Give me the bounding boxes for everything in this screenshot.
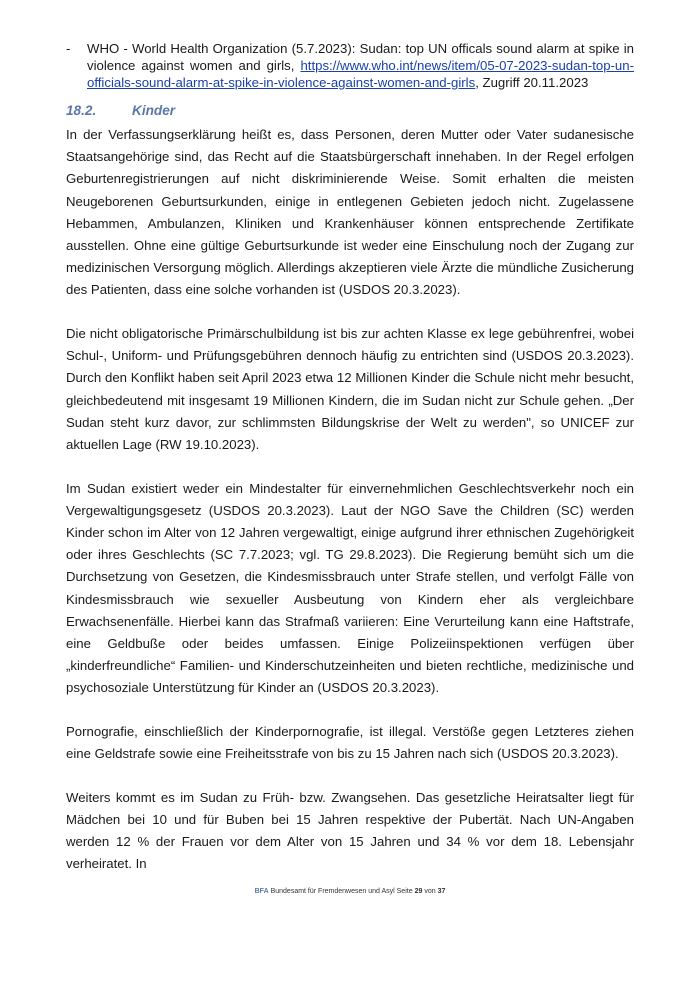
- paragraph-citizenship: In der Verfassungserklärung heißt es, dass Personen, deren Mutter oder Vater sudanesische Staatsangehörige sind, das Recht auf die Staatsbürgerschaft innehaben. In der Regel erfolgen Geburtenregistrierungen auf nicht diskriminierende Weise. Somit erhalten die meisten Neugeborenen Geburtsurkunden, einige in entlegenen Gebieten jedoch nicht. Zugelassene Hebammen, Ambulanzen, Kliniken und Krankenhäuser können entsprechende Zertifikate ausstellen. Ohne eine gültige Geburtsurkunde ist weder eine Einschulung noch der Zugang zur medizinischen Versorgung möglich. Allerdings akzeptieren viele Ärzte die mündliche Zusicherung des Patienten, dass eine solche vorhanden ist (USDOS 20.3.2023).: [66, 127, 634, 298]
- section-number: 18.2.: [66, 103, 97, 118]
- footer-total-pages: 37: [437, 888, 446, 895]
- footer-of: von: [424, 888, 436, 895]
- reference-text-block: [87, 40, 634, 91]
- body-text: [66, 124, 634, 897]
- footer-brand: BFA: [254, 888, 269, 895]
- section-title: Kinder: [132, 103, 176, 118]
- paragraph-education: Die nicht obligatorische Primärschulbildung ist bis zur achten Klasse ex lege gebührenfrei, wobei Schul-, Uniform- und Prüfungsgebühren dennoch häufig zu entrichten sind (USDOS 20.3.2023). Durch den Konflikt haben seit April 2023 etwa 12 Millionen Kinder die Schule nicht mehr besucht, gleichbedeutend mit insgesamt 19 Millionen Kindern, die im Sudan nicht zur Schule gehen. „Der Sudan steht kurz davor, zur schlimmsten Bildungskrise der Welt zu werden", so UNICEF zur aktuellen Lage (RW 19.10.2023).: [66, 326, 634, 453]
- reference-link[interactable]: https://www.who.int/news/item/05-07-2023-sudan-top-un-officials-sound-alarm-at-spike-in-violence-against-women-and-girls: [87, 58, 634, 90]
- page-footer: [0, 888, 700, 895]
- section-heading: [66, 102, 175, 120]
- paragraph-child-abuse: Im Sudan existiert weder ein Mindestalter für einvernehmlichen Geschlechtsverkehr noch ein Vergewaltigungsgesetz (USDOS 20.3.2023). Laut der NGO Save the Children (SC) werden Kinder schon im Alter von 12 Jahren vergewaltigt, einige aufgrund ihrer ethnischen Zugehörigkeit oder ihres Geschlechts (SC 7.7.2023; vgl. TG 29.8.2023). Die Regierung bemüht sich um die Durchsetzung von Gesetzen, die Kindesmissbrauch unter Strafe stellen, und verfolgt Fälle von Kindesmissbrauch wie sexueller Ausbeutung von Kindern eher als vergleichbare Erwachsenenfälle. Hierbei kann das Strafmaß variieren: Eine Verurteilung kann eine Haftstrafe, eine Geldbuße oder beides umfassen. Einige Polizeiinspektionen verfügen über „kinderfreundliche“ Familien- und Kinderschutzeinheiten und bieten rechtliche, medizinische und psychosoziale Unterstützung für Kinder an (USDOS 20.3.2023).: [66, 480, 634, 696]
- bullet-dash: -: [66, 41, 71, 56]
- reference-text: WHO - World Health Organization (5.7.2023): Sudan: top UN officals sound alarm at spike in violence against women and girls,: [87, 41, 634, 73]
- footer-page-number: 29: [414, 888, 423, 895]
- paragraph-early-marriage: Weiters kommt es im Sudan zu Früh- bzw. Zwangsehen. Das gesetzliche Heiratsalter liegt für Mädchen bei 10 und für Buben bei 15 Jahren respektive der Pubertät. Nach UN-Angaben werden 12 % der Frauen vor dem Alter von 15 Jahren und 34 % vor dem 18. Lebensjahr verheiratet. In: [66, 789, 634, 872]
- reference-access-date: , Zugriff 20.11.2023: [475, 75, 589, 90]
- footer-text: Bundesamt für Fremdenwesen und Asyl Seite: [270, 888, 413, 895]
- paragraph-pornography: Pornografie, einschließlich der Kinderpornografie, ist illegal. Verstöße gegen Letzteres ziehen eine Geldstrafe sowie eine Freiheitsstrafe von bis zu 15 Jahren nach sich (USDOS 20.3.2023).: [66, 724, 634, 762]
- reference-item: [66, 40, 634, 91]
